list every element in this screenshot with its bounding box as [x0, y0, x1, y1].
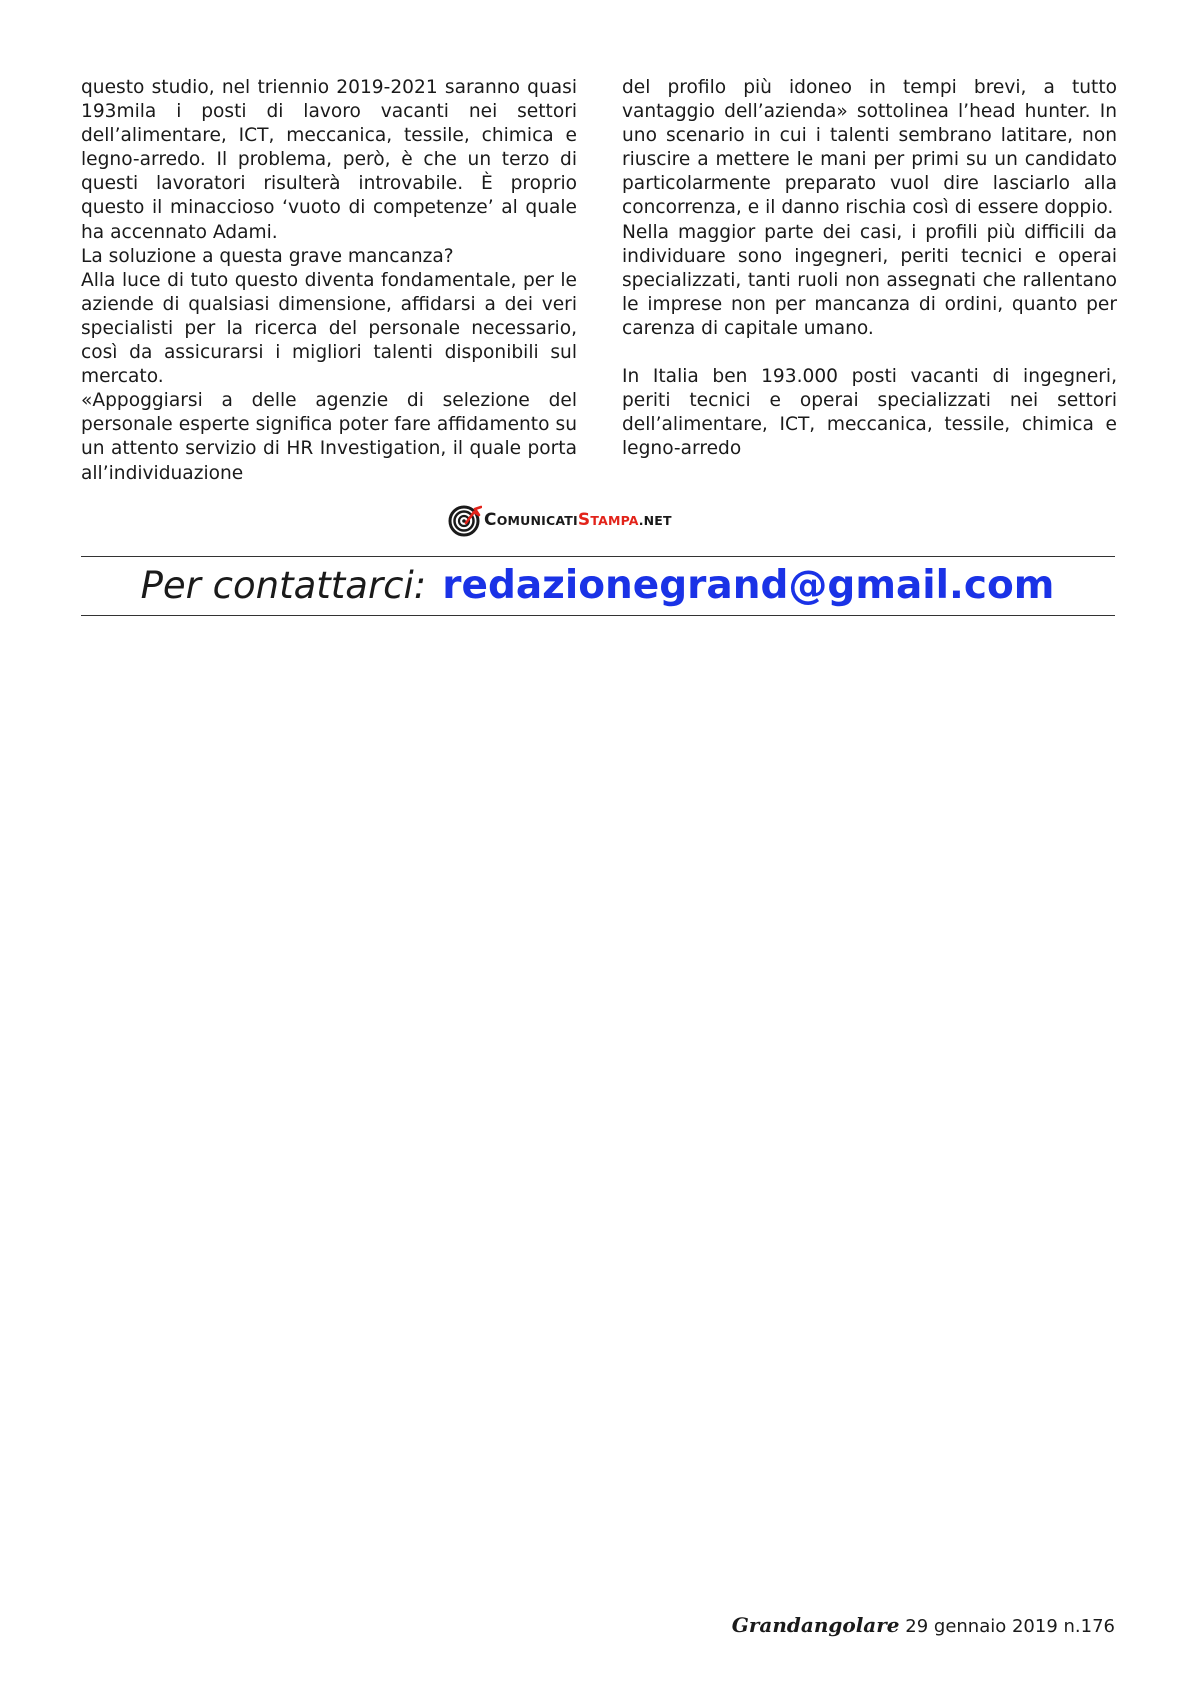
- logo-word-omunicati: OMUNICATI: [496, 513, 578, 528]
- comunicatistampa-swirl-icon: [448, 503, 482, 537]
- logo-letter-c: C: [484, 510, 497, 530]
- paragraph-1: questo studio, nel triennio 2019-2021 saranno quasi 193mila i posti di lavoro vacanti nei settori dell’alimentare, ICT, meccanica, tessile, chimica e legno-arredo. Il problema, però, è che un terzo di questi lavoratori risulterà introvabile. È proprio questo il minaccioso ‘vuoto di competenze’ al quale ha accennato Adami.: [81, 77, 577, 243]
- page-footer: [732, 1613, 1115, 1637]
- paragraph-4: «Appoggiarsi a delle agenzie di selezione del personale esperte significa poter fare affidamento su un attento servizio di HR Investigation, il quale porta all’individuazione: [81, 390, 577, 484]
- paragraph-6: Nella maggior parte dei casi, i profili più difficili da individuare sono ingegneri, periti tecnici e operai specializzati, tanti ruoli non assegnati che rallentano le imprese non per mancanza di ordini, quanto per carenza di capitale umano.: [622, 221, 1117, 339]
- logo-letter-s: S: [577, 510, 591, 530]
- paragraph-7: In Italia ben 193.000 posti vacanti di ingegneri, periti tecnici e operai specializzati nei settori dell’alimentare, ICT, meccanica, tessile, chimica e legno-arredo: [622, 366, 1117, 460]
- contact-divider-bottom: [81, 615, 1115, 616]
- logo-word-tampa: TAMPA: [590, 513, 639, 528]
- paragraph-2: La soluzione a questa grave mancanza?: [81, 245, 454, 267]
- issue-info: 29 gennaio 2019 n.176: [905, 1616, 1115, 1637]
- publication-name: Grandangolare: [731, 1613, 900, 1637]
- article-column-left: [81, 76, 577, 486]
- paragraph-3: Alla luce di tuto questo diventa fondamentale, per le aziende di qualsiasi dimensione, affidarsi a dei veri specialisti per la ricerca del personale necessario, così da assicurarsi i migliori talenti disponibili sul mercato.: [81, 269, 577, 388]
- article-column-right: [622, 76, 1117, 461]
- contact-label: Per contattarci:: [140, 564, 427, 607]
- paragraph-5: del profilo più idoneo in tempi brevi, a tutto vantaggio dell’azienda» sottolinea l’head hunter. In uno scenario in cui i talenti sembrano latitare, non riuscire a mettere le mani per primi su un candidato particolarmente preparato vuol dire lasciarlo alla concorrenza, e il danno rischia così di essere doppio.: [622, 77, 1117, 219]
- comunicatistampa-logo[interactable]: [448, 503, 672, 537]
- logo-word-net: .NET: [638, 513, 672, 528]
- contact-line: [0, 556, 1191, 615]
- contact-email-link[interactable]: redazionegrand@gmail.com: [442, 563, 1055, 608]
- logo-wordmark: [484, 510, 672, 530]
